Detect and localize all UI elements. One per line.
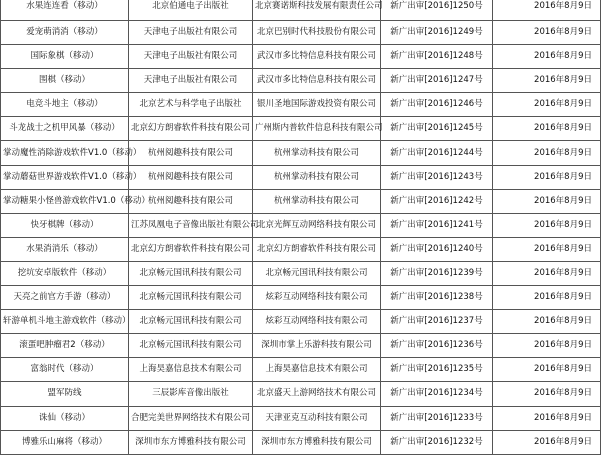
table-row [1, 382, 601, 406]
publisher-cell: 杭州阅趣科技有限公司 [129, 141, 253, 165]
game-name-cell: 水果连连看（移动） [1, 0, 129, 21]
approval-date-cell: 2016年8月9日 [493, 141, 601, 165]
operator-cell: 深圳市东方博雅科技有限公司 [253, 430, 381, 454]
approval-number-cell: 新广出审[2016]1243号 [381, 165, 493, 189]
game-name-cell: 博雅乐山麻将（移动） [1, 430, 129, 454]
operator-cell: 北京幻方朗睿软件科技有限公司 [253, 237, 381, 261]
publisher-cell: 北京畅元国讯科技有限公司 [129, 261, 253, 285]
approval-date-cell: 2016年8月9日 [493, 286, 601, 310]
publisher-cell: 三辰影库音像出版社 [129, 382, 253, 406]
approval-date-cell: 2016年8月9日 [493, 358, 601, 382]
approval-number-cell: 新广出审[2016]1232号 [381, 430, 493, 454]
approval-number-cell: 新广出审[2016]1245号 [381, 117, 493, 141]
publisher-cell: 北京畅元国讯科技有限公司 [129, 310, 253, 334]
approval-number-cell: 新广出审[2016]1238号 [381, 286, 493, 310]
approval-date-cell: 2016年8月9日 [493, 334, 601, 358]
publisher-cell: 北京幻方朗睿软件科技有限公司 [129, 117, 253, 141]
operator-cell: 广州斯内普软件信息科技有限公司 [253, 117, 381, 141]
operator-cell: 炫彩互动网络科技有限公司 [253, 286, 381, 310]
approval-date-cell: 2016年8月9日 [493, 237, 601, 261]
publisher-cell: 深圳市东方博雅科技有限公司 [129, 430, 253, 454]
table-row [1, 117, 601, 141]
table-row [1, 358, 601, 382]
operator-cell: 武汉市多比特信息科技有限公司 [253, 69, 381, 93]
publisher-cell: 天津电子出版社有限公司 [129, 69, 253, 93]
table-row [1, 45, 601, 69]
operator-cell: 北京光辉互动网络科技有限公司 [253, 213, 381, 237]
approval-number-cell: 新广出审[2016]1250号 [381, 0, 493, 21]
operator-cell: 银川圣地国际游戏投资有限公司 [253, 93, 381, 117]
game-name-cell: 掌动蘑菇世界游戏软件V1.0（移动） [1, 165, 129, 189]
operator-cell: 杭州掌动科技有限公司 [253, 189, 381, 213]
approval-number-cell: 新广出审[2016]1247号 [381, 69, 493, 93]
publisher-cell: 上海昊嘉信息技术有限公司 [129, 358, 253, 382]
approval-date-cell: 2016年8月9日 [493, 430, 601, 454]
game-name-cell: 轩游单机斗地主游戏软件（移动） [1, 310, 129, 334]
publisher-cell: 北京伯通电子出版社 [129, 0, 253, 21]
approval-number-cell: 新广出审[2016]1240号 [381, 237, 493, 261]
table-row [1, 69, 601, 93]
approval-number-cell: 新广出审[2016]1236号 [381, 334, 493, 358]
approval-number-cell: 新广出审[2016]1237号 [381, 310, 493, 334]
publisher-cell: 北京幻方朗睿软件科技有限公司 [129, 237, 253, 261]
table-row [1, 165, 601, 189]
table-row [1, 21, 601, 45]
operator-cell: 北京畅元国讯科技有限公司 [253, 261, 381, 285]
game-name-cell: 富翁时代（移动） [1, 358, 129, 382]
approval-date-cell: 2016年8月9日 [493, 261, 601, 285]
approval-date-cell: 2016年8月9日 [493, 310, 601, 334]
approval-number-cell: 新广出审[2016]1235号 [381, 358, 493, 382]
game-name-cell: 快牙棋牌（移动） [1, 213, 129, 237]
operator-cell: 天津亚克互动科技有限公司 [253, 406, 381, 430]
game-name-cell: 围棋（移动） [1, 69, 129, 93]
table-row [1, 286, 601, 310]
approval-number-cell: 新广出审[2016]1249号 [381, 21, 493, 45]
game-name-cell: 滚蛋吧肿瘤君2（移动） [1, 334, 129, 358]
publisher-cell: 杭州阅趣科技有限公司 [129, 189, 253, 213]
approval-number-cell: 新广出审[2016]1234号 [381, 382, 493, 406]
operator-cell: 上海昊嘉信息技术有限公司 [253, 358, 381, 382]
operator-cell: 北京巴别时代科技股份有限公司 [253, 21, 381, 45]
publisher-cell: 天津电子出版社有限公司 [129, 45, 253, 69]
game-name-cell: 国际象棋（移动） [1, 45, 129, 69]
approval-date-cell: 2016年8月9日 [493, 93, 601, 117]
publisher-cell: 合肥完美世界网络技术有限公司 [129, 406, 253, 430]
game-name-cell: 盟军防线 [1, 382, 129, 406]
game-name-cell: 挖坑安卓版软件（移动） [1, 261, 129, 285]
game-name-cell: 掌动糖果小怪兽游戏软件V1.0（移动） [1, 189, 129, 213]
approval-number-cell: 新广出审[2016]1239号 [381, 261, 493, 285]
publisher-cell: 北京畅元国讯科技有限公司 [129, 286, 253, 310]
approval-date-cell: 2016年8月9日 [493, 382, 601, 406]
table-row [1, 310, 601, 334]
approval-number-cell: 新广出审[2016]1241号 [381, 213, 493, 237]
operator-cell: 北京盛天上游网络技术有限公司 [253, 382, 381, 406]
operator-cell: 北京赛诺斯科技发展有限责任公司 [253, 0, 381, 21]
table-body [1, 0, 601, 454]
table-row [1, 334, 601, 358]
approval-date-cell: 2016年8月9日 [493, 117, 601, 141]
approval-number-cell: 新广出审[2016]1246号 [381, 93, 493, 117]
table-row [1, 93, 601, 117]
publisher-cell: 北京艺术与科学电子出版社 [129, 93, 253, 117]
table-row [1, 141, 601, 165]
approval-date-cell: 2016年8月9日 [493, 21, 601, 45]
approval-date-cell: 2016年8月9日 [493, 189, 601, 213]
publisher-cell: 天津电子出版社有限公司 [129, 21, 253, 45]
publisher-cell: 江苏凤凰电子音像出版社有限公司 [129, 213, 253, 237]
approval-date-cell: 2016年8月9日 [493, 0, 601, 21]
operator-cell: 杭州掌动科技有限公司 [253, 165, 381, 189]
game-name-cell: 斗龙战士之机甲风暴（移动） [1, 117, 129, 141]
operator-cell: 炫彩互动网络科技有限公司 [253, 310, 381, 334]
approval-number-cell: 新广出审[2016]1242号 [381, 189, 493, 213]
approval-date-cell: 2016年8月9日 [493, 45, 601, 69]
operator-cell: 武汉市多比特信息科技有限公司 [253, 45, 381, 69]
game-name-cell: 天亮之前官方手游（移动） [1, 286, 129, 310]
publisher-cell: 北京畅元国讯科技有限公司 [129, 334, 253, 358]
table-row [1, 430, 601, 454]
game-name-cell: 诛仙（移动） [1, 406, 129, 430]
game-name-cell: 掌动魔性消除游戏软件V1.0（移动） [1, 141, 129, 165]
table-row [1, 213, 601, 237]
approval-number-cell: 新广出审[2016]1233号 [381, 406, 493, 430]
game-name-cell: 电竞斗地主（移动） [1, 93, 129, 117]
publisher-cell: 杭州阅趣科技有限公司 [129, 165, 253, 189]
approval-number-cell: 新广出审[2016]1244号 [381, 141, 493, 165]
approval-date-cell: 2016年8月9日 [493, 406, 601, 430]
table-row [1, 237, 601, 261]
table-row [1, 406, 601, 430]
operator-cell: 深圳市掌上乐游科技有限公司 [253, 334, 381, 358]
table-row [1, 0, 601, 21]
approval-date-cell: 2016年8月9日 [493, 213, 601, 237]
table-row [1, 261, 601, 285]
approval-date-cell: 2016年8月9日 [493, 69, 601, 93]
operator-cell: 杭州掌动科技有限公司 [253, 141, 381, 165]
game-name-cell: 水果消消乐（移动） [1, 237, 129, 261]
game-name-cell: 爱宠萌消消（移动） [1, 21, 129, 45]
approval-number-cell: 新广出审[2016]1248号 [381, 45, 493, 69]
approval-date-cell: 2016年8月9日 [493, 165, 601, 189]
table-row [1, 189, 601, 213]
